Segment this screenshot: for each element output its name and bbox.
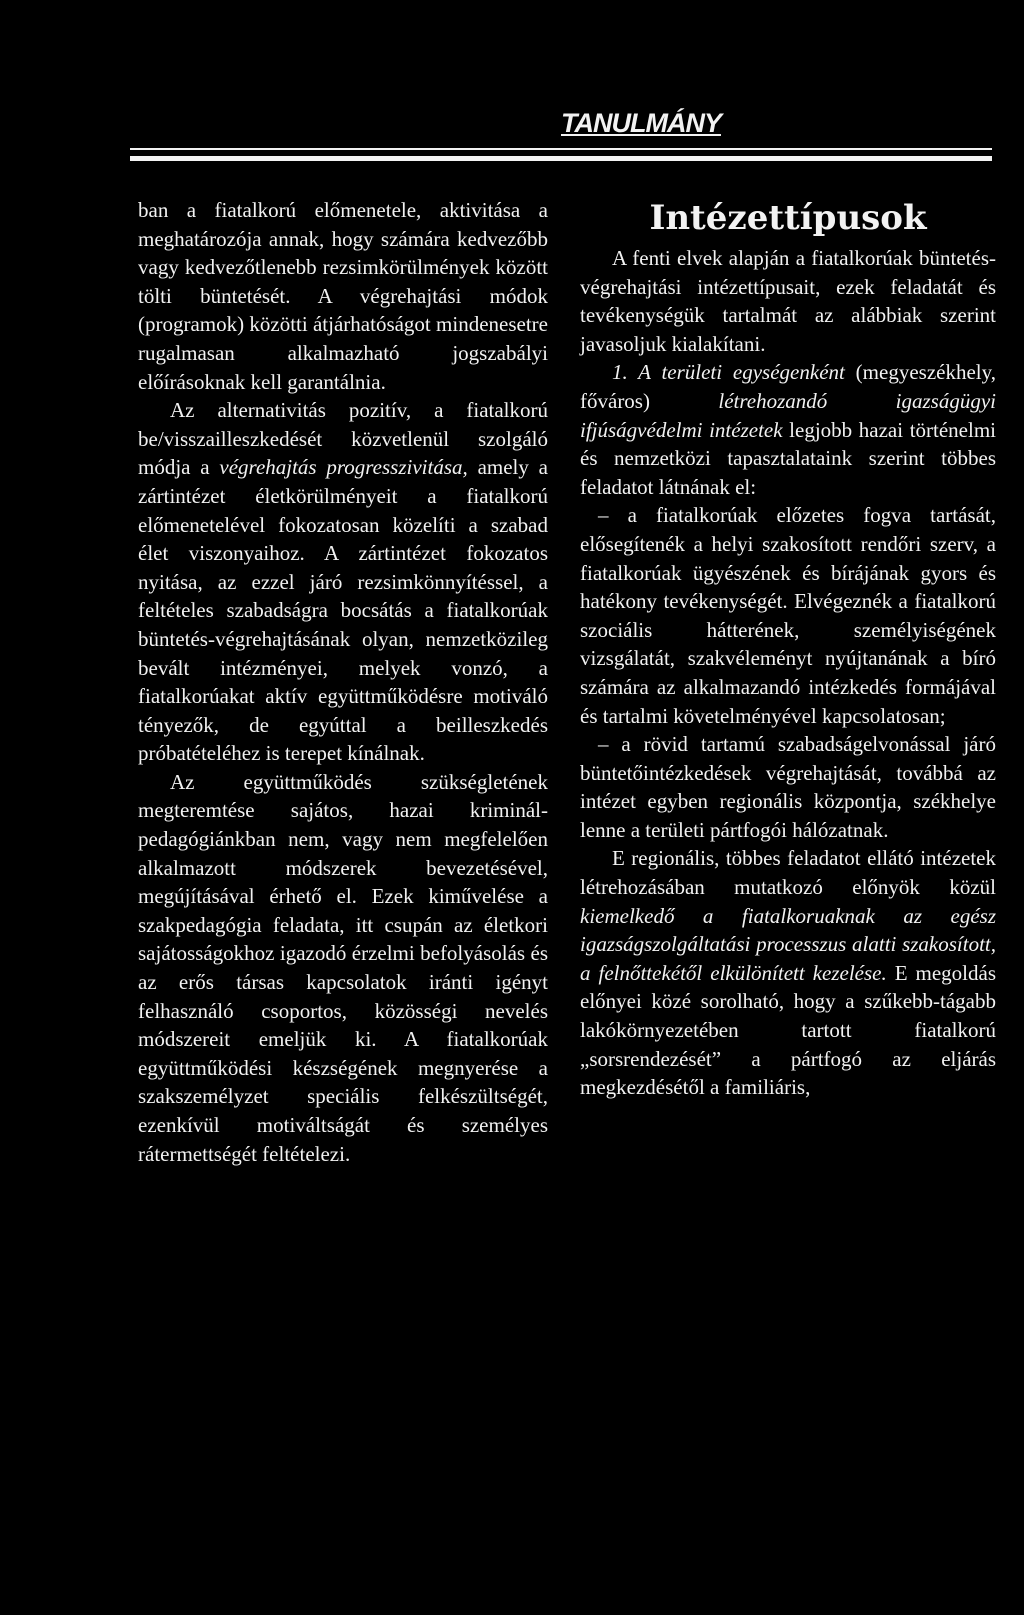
right-paragraph-5-text-a: E regionális, többes feladatot ellátó intézetek létrehozásában mutatkozó előnyök közül xyxy=(580,846,996,900)
right-paragraph-2-text-a: (megyeszékhely, főváros) xyxy=(580,360,997,413)
left-paragraph-2-emphasis: végrehajtás progresszivitása, xyxy=(219,455,468,480)
right-paragraph-1: A fenti elvek alapján a fiatalkorúak büntetés-végrehajtási intézettípusait, ezek feladatát és tevékenységük tartalmát az alábbiak szerint javasoljuk kialakítani. xyxy=(580,246,996,356)
right-paragraph-5-text-b: E megoldás előnyei közé sorolható, hogy a szűkebb-tágabb lakókörnyezetében tartott fiatalkorú „sorsrendezését” a pártfogó az eljárás megkezdésétől a familiáris, xyxy=(580,960,997,1100)
page-header xyxy=(130,108,992,168)
left-paragraph-1: ban a fiatalkorú előmenetele, aktivitása a meghatározója annak, hogy számára kedvezőbb vagy kedvezőtlenebb rezsimkörülmények között tölti büntetését. A végrehajtási módok (programok) közötti átjárhatóságot mindenesetre rugalmasan alkalmazható jogszabályi előírásoknak kell garantálnia. xyxy=(138,198,548,394)
section-header-title: TANULMÁNY xyxy=(561,108,721,138)
right-list-item-2: – a rövid tartamú szabadságelvonással járó büntetőintézkedések végrehajtását, továbbá az intézet egyben regionális központja, székhelye lenne a területi pártfogói hálózatnak. xyxy=(580,732,996,842)
header-rule-thick xyxy=(130,156,992,161)
section-heading: Intézettípusok xyxy=(649,198,927,238)
left-paragraph-2-text-a: Az alternativitás pozitív, a fiatalkorú be/visszailleszkedését közvetlenül szolgáló módja a xyxy=(138,398,548,480)
left-text-column xyxy=(138,196,548,1168)
right-paragraph-5 xyxy=(580,844,996,1101)
left-paragraph-2 xyxy=(138,396,548,768)
left-paragraph-3: Az együttműködés szükségletének megteremtése sajátos, hazai kriminálpedagógiánkban nem, vagy nem megfelelően alkalmazott módszerek bevezetésével, megújításával érhető el. Ezek kiművelése a szakpedagógia feladata, itt csupán az életkori sajátosságokhoz igazodó érzelmi befolyásolás és az erős társas kapcsolatok iránti igényt felhasználó csoportos, közösségi nevelés módszereit emeljük ki. A fiatalkorúak együttműködési készségének megnyerése a szakszemélyzet speciális felkészültségét, ezenkívül motiváltságát és személyes rátermettségét feltételezi. xyxy=(138,769,548,1166)
right-text-column xyxy=(580,196,996,1102)
right-paragraph-2-emphasis-a: 1. A területi egységenként xyxy=(612,360,845,385)
left-paragraph-2-text-b: amely a zártintézet életkörülményeit a fiatalkorú előmenetelével fokozatosan közelíti a szabad élet viszonyaihoz. A zártintézet fokozatos nyitása, az ezzel járó rezsimkönnyítéssel, a feltételes szabadságra bocsátás a fiatalkorúak büntetés-végrehajtásának olyan, nemzetközileg bevált intézményei, melyek vonzó, a fiatalkorúakat aktív együttműködésre motiváló tényezők, de egyúttal a beilleszkedés próbatételéhez is terepet kínálnak. xyxy=(138,455,549,766)
right-list-item-1: – a fiatalkorúak előzetes fogva tartását, elősegítenék a helyi szakosított rendőri szerv, a fiatalkorúak ügyészének és bírájának gyors és hatékony tevékenységét. Elvégeznék a fiatalkorú szociális hátterének, személyiségének vizsgálatát, szakvéleményt nyújtanának a bíró számára az alkalmazandó intézkedés formájával és tartalmi követelményével kapcsolatosan; xyxy=(580,503,996,728)
right-paragraph-2 xyxy=(580,358,996,501)
right-paragraph-2-text-b: legjobb hazai történelmi és nemzetközi tapasztalataink szerint többes feladatot látnának el: xyxy=(580,417,997,499)
right-paragraph-5-emphasis: kiemelkedő a fiatalkoruaknak az egész igazságszolgáltatási processzus alatti szakosított, a felnőttekétől elkülönített kezelése. xyxy=(580,903,996,985)
header-rule-thin xyxy=(130,148,992,150)
right-paragraph-2-emphasis-b: létrehozandó igazságügyi ifjúságvédelmi intézetek xyxy=(580,388,996,442)
